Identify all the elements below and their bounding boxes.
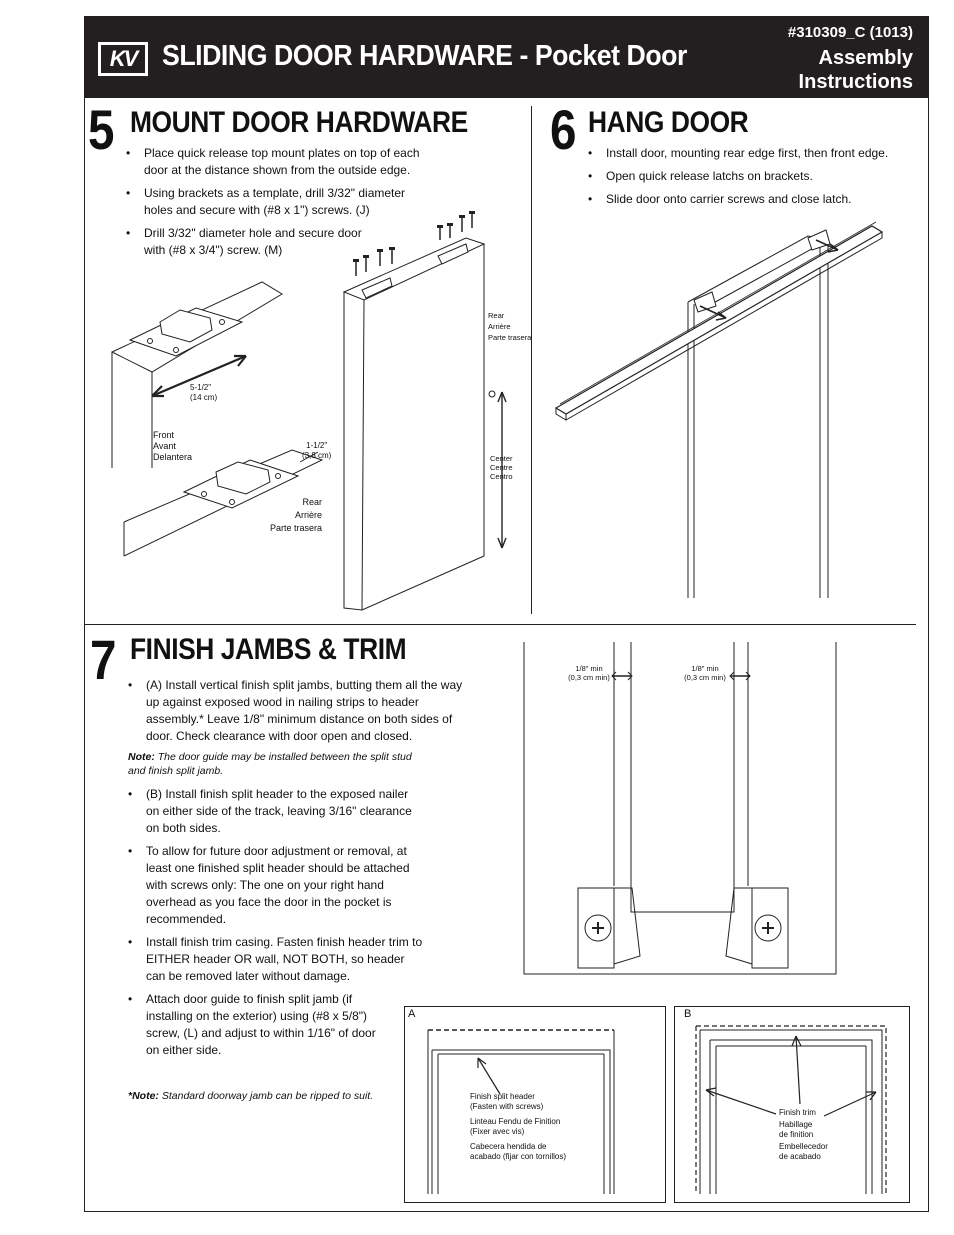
document-subtitle: Assembly Instructions <box>798 47 913 93</box>
step7-bullet: • Attach door guide to finish split jamb (if installing on the exterior) using (#8 x 5/8") screw, (L) and adjust to within 1/16" of door on either side. <box>128 991 386 1059</box>
center-label: Center Centre Centro <box>490 454 513 481</box>
document-code: #310309_C (1013) <box>787 24 913 41</box>
page-title: SLIDING DOOR HARDWARE - Pocket Door <box>162 40 687 72</box>
step6-title: HANG DOOR <box>588 106 749 139</box>
detail-box-b-label: B <box>684 1008 692 1020</box>
step7-bullet: • (B) Install finish split header to the exposed nailer on either side of the track, leaving 3/16" clearance on both sides. <box>128 786 424 837</box>
detail-box-a-label: A <box>408 1008 416 1020</box>
step5-bullet: • Drill 3/32" diameter hole and secure door with (#8 x 3/4") screw. (M) <box>126 225 374 259</box>
step7-bullet: • Install finish trim casing. Fasten finish header trim to EITHER header OR wall, NOT BOTH, so header can be removed later without damage. <box>128 934 424 985</box>
step6-bullet: • Open quick release latchs on brackets. <box>588 168 908 185</box>
split-header-label: Finish split header (Fasten with screws) Linteau Fendu de Finition (Fixer avec vis) Cabecera hendida de acabado (fijar con tornillos) <box>470 1092 567 1161</box>
gap-right-label: 1/8" min (0,3 cm min) <box>684 664 726 682</box>
step7-number: 7 <box>90 628 117 691</box>
gap-left-label: 1/8" min (0,3 cm min) <box>568 664 610 682</box>
step7-footnote: *Note: Standard doorway jamb can be ripped to suit. <box>128 1090 374 1102</box>
rear-label: Rear Arrière Parte trasera <box>269 497 322 533</box>
step6-bullet: • Install door, mounting rear edge first, then front edge. <box>588 145 908 162</box>
kv-logo: KV <box>98 42 148 76</box>
step5-bullet: • Place quick release top mount plates on top of each door at the distance shown from the outside edge. <box>126 145 426 179</box>
step5-title: MOUNT DOOR HARDWARE <box>130 106 468 139</box>
step6-number: 6 <box>550 98 577 161</box>
step5-number: 5 <box>88 98 115 161</box>
rear-door-label: Rear Arrière Parte trasera <box>488 311 532 342</box>
step5-bullet: • Using brackets as a template, drill 3/32" diameter holes and secure with (#8 x 1") screws. (J) <box>126 185 426 219</box>
front-label: Front Avant Delantera <box>153 430 193 462</box>
step7-bullet: • (A) Install vertical finish split jambs, butting them all the way up against exposed wood in nailing strips to header assembly.* Leave 1/8" minimum distance on both sides of door. Check clearance with door open and closed. <box>128 677 478 745</box>
step7-bullet: • To allow for future door adjustment or removal, at least one finished split header should be attached with screws only: The one on your right hand overhead as you face the door in the pocket is recommended. <box>128 843 424 928</box>
step7-note: Note: The door guide may be installed between the split stud and finish split jamb. <box>128 751 412 777</box>
dim-main-label: 5-1/2" (14 cm) <box>190 383 218 402</box>
dim-small-label: 1-1/2" (3,8 cm) <box>302 441 332 460</box>
finish-trim-label: Finish trim Habillage de finition Embellecedor de acabado <box>779 1108 828 1161</box>
step6-bullet: • Slide door onto carrier screws and close latch. <box>588 191 908 208</box>
step7-title: FINISH JAMBS & TRIM <box>130 633 407 666</box>
